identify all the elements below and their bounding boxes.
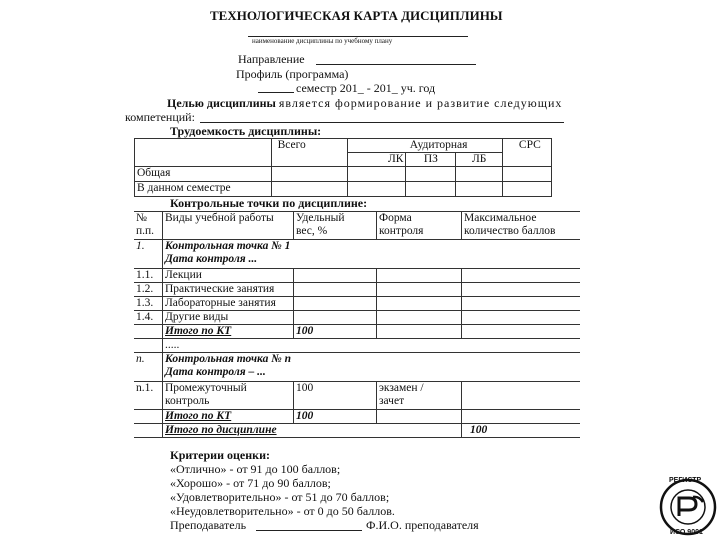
ct-cell — [134, 325, 163, 339]
goal-bold: Целью дисциплины — [167, 96, 276, 110]
ct-ktn-total-text: Итого по КТ — [165, 410, 232, 422]
ct-item-label-text: Лабораторные занятия — [165, 297, 276, 309]
workload-pz-label: ПЗ — [423, 153, 438, 165]
ct-item-num — [134, 269, 163, 283]
ct-cell — [134, 339, 163, 353]
workload-srs-header — [502, 139, 551, 153]
ct-cell — [294, 283, 377, 297]
workload-lk-label: ЛК — [387, 153, 404, 165]
ct-cell — [462, 269, 581, 283]
ct-ktn-title — [163, 353, 581, 382]
ct-ktn-total-label — [163, 410, 294, 424]
ct-cell — [462, 311, 581, 325]
ct-item-label — [163, 311, 294, 325]
ct-item-num-label: 1.3. — [136, 297, 154, 309]
workload-cell — [456, 182, 503, 197]
registry-seal — [659, 476, 717, 538]
ct-discipline-total-text: Итого по дисциплине — [165, 424, 277, 436]
ct-interim-form-1: экзамен / — [379, 382, 424, 394]
ct-header-max — [462, 212, 581, 240]
workload-title: Трудоемкость дисциплины: — [170, 124, 322, 138]
ct-ktn-title-label: Контрольная точка № n — [165, 353, 291, 365]
workload-cell — [406, 182, 456, 197]
ct-cell — [294, 297, 377, 311]
ct-interim-form — [377, 382, 462, 410]
workload-cell — [347, 167, 406, 182]
workload-empty-cell — [135, 139, 272, 153]
ct-ellipsis-text: ..... — [165, 339, 180, 351]
workload-empty-cell — [271, 153, 347, 167]
ct-item-num — [134, 311, 163, 325]
ct-interim-form-2: зачет — [379, 395, 405, 407]
workload-total-header — [271, 139, 347, 153]
ct-header-num-2: п.п. — [136, 225, 155, 237]
ct-ktn-total-number: 100 — [296, 410, 314, 422]
seal-top-text: РЕГИСТР — [669, 477, 702, 484]
ct-item-label-text: Лекции — [165, 269, 202, 281]
ct-discipline-total-number: 100 — [470, 424, 488, 436]
ct-kt-total-label — [163, 325, 294, 339]
ct-ktn-date-label: Дата контроля – ... — [165, 366, 266, 378]
ct-cell — [462, 410, 581, 424]
ct-item-num — [134, 283, 163, 297]
workload-table — [134, 138, 552, 197]
ct-discipline-total-value — [462, 424, 581, 438]
criteria-title: Критерии оценки: — [170, 448, 270, 462]
ct-item-num-label: 1.1. — [136, 269, 154, 281]
criteria-line-unsatisfactory: «Неудовлетворительно» - от 0 до 50 баллов. — [170, 504, 395, 518]
workload-cell — [271, 167, 347, 182]
ct-header-form-2: контроля — [379, 225, 424, 237]
ct-cell — [462, 382, 581, 410]
control-table — [134, 211, 580, 438]
ct-kt-total-text: Итого по КТ — [165, 325, 232, 337]
ct-cell — [134, 424, 163, 438]
ct-cell — [377, 410, 462, 424]
ct-header-weight-2: вес, % — [296, 225, 328, 237]
ct-cell — [294, 311, 377, 325]
ct-interim-label-2: контроль — [165, 395, 210, 407]
ct-item-label — [163, 269, 294, 283]
workload-cell — [347, 182, 406, 197]
workload-empty-cell — [135, 153, 272, 167]
workload-lb — [456, 153, 503, 167]
ct-ellipsis — [163, 339, 581, 353]
ct-header-weight — [294, 212, 377, 240]
ct-item-num-label: 1.4. — [136, 311, 154, 323]
ct-cell — [294, 269, 377, 283]
semester-line: семестр 201_ - 201_ уч. год — [296, 81, 436, 95]
workload-cell — [271, 182, 347, 197]
workload-aud-label: Аудиторная — [409, 139, 468, 151]
workload-srs-label: СРС — [518, 139, 541, 151]
ct-interim-weight-value: 100 — [296, 382, 314, 394]
ct-ktn-total-value — [294, 410, 377, 424]
ct-header-num — [134, 212, 163, 240]
workload-aud-header — [347, 139, 502, 153]
ct-kt-total-value — [294, 325, 377, 339]
direction-line — [316, 64, 476, 65]
workload-empty-cell — [502, 153, 551, 167]
ct-item-num — [134, 297, 163, 311]
ct-cell — [462, 283, 581, 297]
workload-cell — [502, 182, 551, 197]
ct-header-form — [377, 212, 462, 240]
ct-cell — [377, 283, 462, 297]
criteria-line-good: «Хорошо» - от 71 до 90 баллов; — [170, 476, 331, 490]
workload-cell — [406, 167, 456, 182]
ct-interim-num-label: n.1. — [136, 382, 154, 394]
workload-pz — [406, 153, 456, 167]
ct-ktn-num-label: n. — [136, 353, 145, 365]
ct-cell — [462, 325, 581, 339]
workload-cell — [502, 167, 551, 182]
semester-blank — [258, 92, 294, 93]
criteria-line-satisfactory: «Удовлетворительно» - от 51 до 70 баллов; — [170, 490, 390, 504]
ct-kt-total-number: 100 — [296, 325, 314, 337]
ct-header-max-1: Максимальное — [464, 212, 537, 224]
workload-row-semester-label: В данном семестре — [137, 182, 231, 194]
ct-cell — [377, 325, 462, 339]
workload-row-total — [135, 167, 272, 182]
control-title: Контрольные точки по дисциплине: — [170, 196, 368, 210]
ct-item-label — [163, 297, 294, 311]
ct-item-label — [163, 283, 294, 297]
ct-kt1-title-label: Контрольная точка № 1 — [165, 240, 291, 252]
ct-interim-label-1: Промежуточный — [165, 382, 247, 394]
competencies-line — [200, 122, 564, 123]
workload-total-label: Всего — [277, 139, 306, 151]
teacher-label: Преподаватель — [170, 518, 247, 532]
ct-header-weight-1: Удельный — [296, 212, 345, 224]
ct-cell — [377, 311, 462, 325]
workload-row-semester — [135, 182, 272, 197]
profile-label: Профиль (программа) — [236, 67, 349, 81]
ct-item-label-text: Другие виды — [165, 311, 229, 323]
page-title: ТЕХНОЛОГИЧЕСКАЯ КАРТА ДИСЦИПЛИНЫ — [210, 8, 503, 23]
ct-item-num-label: 1.2. — [136, 283, 154, 295]
ct-header-form-1: Форма — [379, 212, 412, 224]
ct-kt1-date-label: Дата контроля ... — [165, 253, 258, 265]
workload-row-total-label: Общая — [137, 167, 171, 179]
ct-kt1-title — [163, 240, 581, 269]
teacher-signature-line — [256, 530, 362, 531]
workload-lb-label: ЛБ — [471, 153, 487, 165]
competencies-label: компетенций: — [125, 110, 195, 124]
ct-interim-num — [134, 382, 163, 410]
ct-cell — [377, 297, 462, 311]
ct-item-label-text: Практические занятия — [165, 283, 275, 295]
ct-header-type — [163, 212, 294, 240]
ct-cell — [377, 269, 462, 283]
discipline-name-caption: наименование дисциплины по учебному плану — [252, 37, 393, 45]
goal-rest: является формирование и развитие следующих — [278, 96, 563, 110]
ct-header-max-2: количество баллов — [464, 225, 556, 237]
workload-lk — [347, 153, 406, 167]
ct-header-num-1: № — [136, 212, 147, 224]
ct-interim-weight — [294, 382, 377, 410]
direction-label: Направление — [238, 52, 305, 66]
workload-cell — [456, 167, 503, 182]
criteria-line-excellent: «Отлично» - от 91 до 100 баллов; — [170, 462, 341, 476]
goal-text — [167, 96, 562, 110]
ct-discipline-total-label — [163, 424, 462, 438]
ct-cell — [462, 297, 581, 311]
ct-kt1-num-label: 1. — [136, 240, 145, 252]
ct-header-type-label: Виды учебной работы — [165, 212, 274, 224]
ct-cell — [134, 410, 163, 424]
ct-kt1-num — [134, 240, 163, 269]
ct-ktn-num — [134, 353, 163, 382]
teacher-name: Ф.И.О. преподавателя — [366, 518, 479, 532]
ct-interim-label — [163, 382, 294, 410]
seal-bottom-text: ИСО 9001 — [670, 529, 703, 536]
